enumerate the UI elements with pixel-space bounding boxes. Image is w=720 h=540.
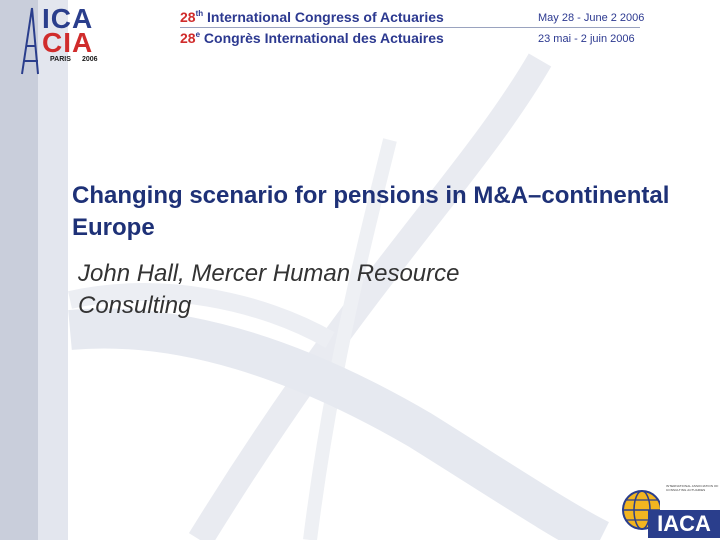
congress-title-fr	[180, 30, 444, 46]
logo-city: PARIS	[50, 56, 71, 63]
slide-title: Changing scenario for pensions in M&A–continental Europe	[72, 182, 670, 241]
iaca-logo	[620, 478, 720, 540]
congress-number-fr: 28	[180, 30, 196, 46]
logo-year: 2006	[82, 56, 98, 63]
congress-date-en: May 28 - June 2 2006	[538, 12, 645, 24]
logo-cia-text: CIA	[42, 27, 94, 58]
slide-subtitle: John Hall, Mercer Human Resource Consulting	[78, 260, 460, 319]
congress-text-en: International Congress of Actuaries	[207, 9, 444, 25]
congress-date-fr: 23 mai - 2 juin 2006	[538, 33, 635, 45]
congress-number-en: 28	[180, 9, 196, 25]
iaca-small-text: INTERNATIONAL ASSOCIATION OF CONSULTING ACTUARIES	[666, 484, 719, 492]
logo-ica-text: ICA	[42, 3, 94, 34]
congress-suffix-fr: e	[195, 30, 201, 39]
congress-text-fr: Congrès International des Actuaires	[203, 30, 444, 46]
header-divider	[180, 27, 640, 28]
congress-title-en	[180, 9, 444, 25]
iaca-text: IACA	[648, 510, 720, 538]
ica-cia-logo	[12, 4, 112, 78]
congress-suffix-en: th	[195, 9, 204, 18]
